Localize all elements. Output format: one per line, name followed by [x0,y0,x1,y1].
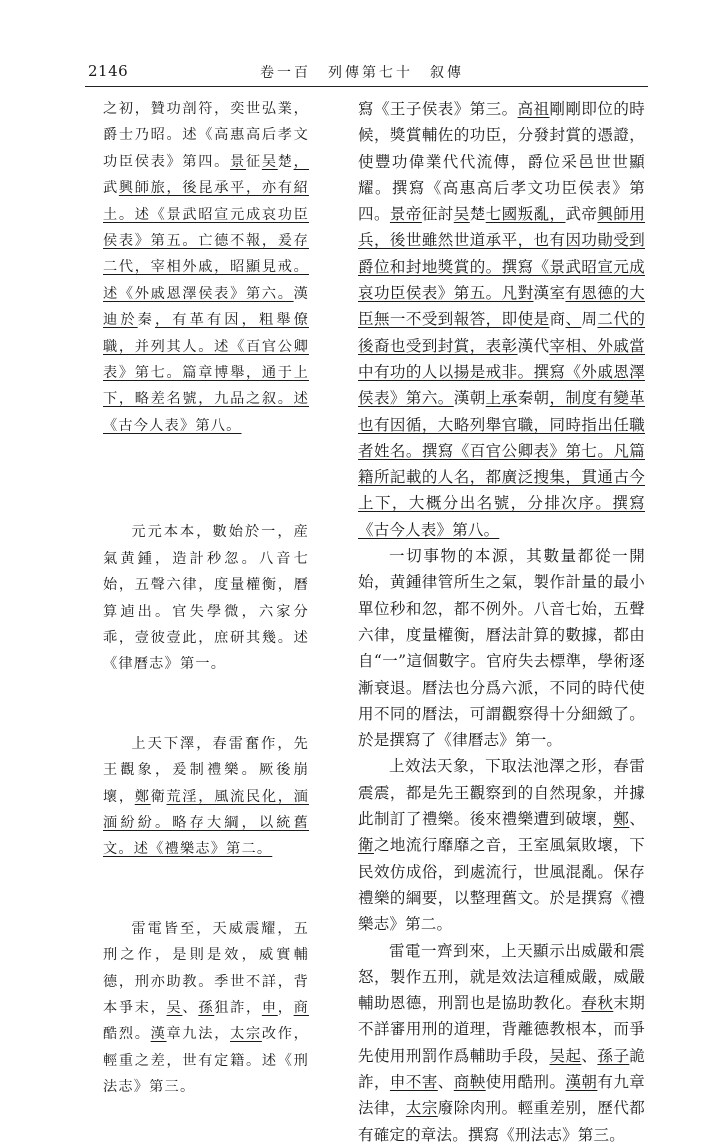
text-run: 章九法， [166,1026,231,1043]
translation-paragraph-3 [358,753,645,937]
text-run: 周 [581,310,598,329]
text-run: 雷電皆至，天威震耀，五刑之作，是則是效，威實輔德，刑亦助教。季世不詳，背本爭末， [103,920,309,1016]
text-run: 、 [629,810,646,829]
text-run: 有九章法律， [358,1072,646,1118]
translation-paragraph-2 [358,543,645,753]
text-run: 廢除肉刑。輕重差别，歷代都有確定的章法。撰寫《刑法志》第三。 [358,1099,645,1144]
text-run: 漢 [293,285,309,302]
text-run: 漢代 [517,336,550,355]
translation-paragraph-2-text: 一切事物的本源，其數量都從一開始，黄鍾律管所生之氣，製作計量的最小單位秒和忽，都不例外。八音七始，五聲六律，度量權衡，曆法計算的數據，都由自“一”這個數字。官府失去標準，學術逐漸衰退。曆法也分爲六派，不同的時代使用不同的曆法，可謂觀察得十分細緻了。於是撰寫了《律曆志》第一。 [358,547,645,750]
text-run: 剛剛即位的時候，獎賞輔佐的功臣，分發封賞的憑證，使豐功偉業代代流傳，爵位采邑世世顯耀。撰寫《高惠高后孝文功臣侯表》第四。 [358,100,645,224]
proper-name: 景帝 [389,205,422,224]
text-run: 商 [549,310,566,329]
classical-paragraph-1 [103,96,309,439]
classical-text-column [103,96,309,1101]
proper-name: 荒淫，風流民化，湎湎紛紛。略存大綱，以統舊文。述《禮樂志》第二。 [103,788,309,858]
text-run: ， [277,999,294,1016]
proper-name: ，制度有變革也有因循，大略列舉官職，同時指出任職者姓名。撰寫《百官公卿表》第七。凡篇籍所記載的人名，都廣泛搜集，貫通古今上下，大概分出名號，分排次序。撰寫《古今人表》第八。 [358,389,646,539]
text-run: 寫《王子侯表》第三。 [358,100,518,118]
proper-name: 宰相、外戚當中有功的人以揚是戒非。撰寫《外戚恩澤侯表》第六。 [358,336,645,408]
proper-name: 景 [230,153,246,170]
proper-name: 漢 [150,1026,167,1043]
proper-name: 衛 [358,836,374,855]
text-run: 、 [437,1072,454,1091]
text-run: 末期不詳審用刑的道理，背離德教根本，而爭先使用刑罰作爲輔助手段， [358,994,645,1065]
running-head: 卷一百 列傳第七十 叙傳 [260,65,464,81]
text-run: 征討 [421,205,454,224]
text-run: 征 [245,153,262,170]
proper-name: 迪於 [103,312,138,329]
classical-paragraph-2 [103,519,309,677]
text-run: 、 [182,999,199,1016]
proper-name: 申不害 [389,1072,438,1091]
text-run: 上效法天象，下取法池澤之形，春雷震震，都是先王觀察到的自然現象，并據此制訂了禮樂。後來禮樂遭到破壞， [358,757,645,829]
proper-name: 孫子 [597,1046,630,1065]
proper-name: 太宗 [230,1026,262,1043]
proper-name: 商 [293,999,310,1016]
text-run: 漢室 [533,284,566,303]
text-run: 、 [581,1046,598,1065]
text-run: 衛 [150,788,167,805]
text-run: 武帝 [565,205,598,224]
text-run: 漢朝 [453,389,486,408]
proper-name: 上承 [485,389,518,408]
text-run: 楚 [277,153,294,170]
proper-name: 申 [261,999,278,1016]
text-run: 秦朝 [517,389,550,408]
translation-paragraph-1 [358,96,645,543]
text-run: 上天下澤，春雷奮作，先王觀象，爰制禮樂。厥後崩壞， [103,735,309,805]
proper-name: 吴 [166,999,183,1016]
text-run: 之初，贊功剖符，奕世弘業，爵士乃昭。述《高惠高后孝文功臣侯表》第四。 [103,101,309,170]
text-run: 改作，輕重之差，世有定籍。述《刑法志》第三。 [103,1026,309,1096]
proper-name: 、 [565,310,582,329]
text-run: 之地流行靡靡之音，王室風氣敗壞，下民效仿成俗，到處流行，世風混亂。保存禮樂的綱要，以整理舊文。於是撰寫《禮樂志》第二。 [358,836,646,934]
proper-name: 興師用兵，後世雖然世道承平，也有因功勛受到爵位和封地獎賞的。撰寫《景武昭宣元成哀功臣侯表》第五。凡對 [358,205,646,303]
proper-name: 二代的後裔也受到封賞，表彰 [358,310,646,355]
classical-paragraph-2-text: 元元本本，數始於一，産氣黄鍾，造計秒忽。八音七始，五聲六律，度量權衡，曆算逌出。官失學微，六家分乖，壹彼壹此，庶研其幾。述《律曆志》第一。 [103,524,309,673]
proper-name: 鄭 [134,788,151,805]
text-run: 秦 [137,312,155,329]
proper-name: 商鞅 [453,1072,486,1091]
proper-name: 吴起 [549,1046,582,1065]
text-run: 雷電一齊到來，上天顯示出威嚴和震怒，製作五刑，就是效法這種威嚴，威嚴輔助恩德，刑罰也是協助教化。 [358,941,645,1013]
text-run: 詭詐， [358,1046,646,1091]
proper-name: ，有革有因，粗舉僚職，并列其人。述《百官公卿表》第七。篇章博舉，通于上下，略差名號，九品之叙。述《古今人表》第八。 [103,312,309,434]
text-run: 使用酷刑。 [485,1072,566,1091]
proper-name: 鄭 [613,810,630,829]
proper-name: 高祖 [517,100,550,118]
proper-name: ， [293,153,310,170]
proper-name: 七國叛亂， [485,205,566,224]
text-run: 狙詐， [214,999,262,1016]
classical-paragraph-4 [103,916,309,1101]
proper-name: 吴 [261,153,278,170]
translation-paragraph-4 [358,938,645,1148]
text-run: 酷烈。 [103,1026,151,1043]
proper-name: 漢朝 [565,1072,598,1091]
header-rule [85,86,648,87]
proper-name: 有恩德的大臣無一不受到報答，即使是 [358,284,645,329]
classical-paragraph-3 [103,731,309,863]
page-number: 2146 [88,62,129,80]
translation-text-column [358,96,645,1148]
proper-name: 興師旅，後昆承平，亦有紹土。述《景武昭宣元成哀功臣侯表》第五。亡德不報，爰存二代，宰相外戚，昭顯見戒。述《外戚恩澤侯表》第六。 [103,180,309,302]
proper-name: 吴 [453,205,470,224]
text-run: 武 [103,180,119,197]
proper-name: 太宗 [405,1099,438,1118]
proper-name: 春秋 [581,994,614,1013]
text-run: 楚 [469,205,486,224]
proper-name: 孫 [198,999,215,1016]
